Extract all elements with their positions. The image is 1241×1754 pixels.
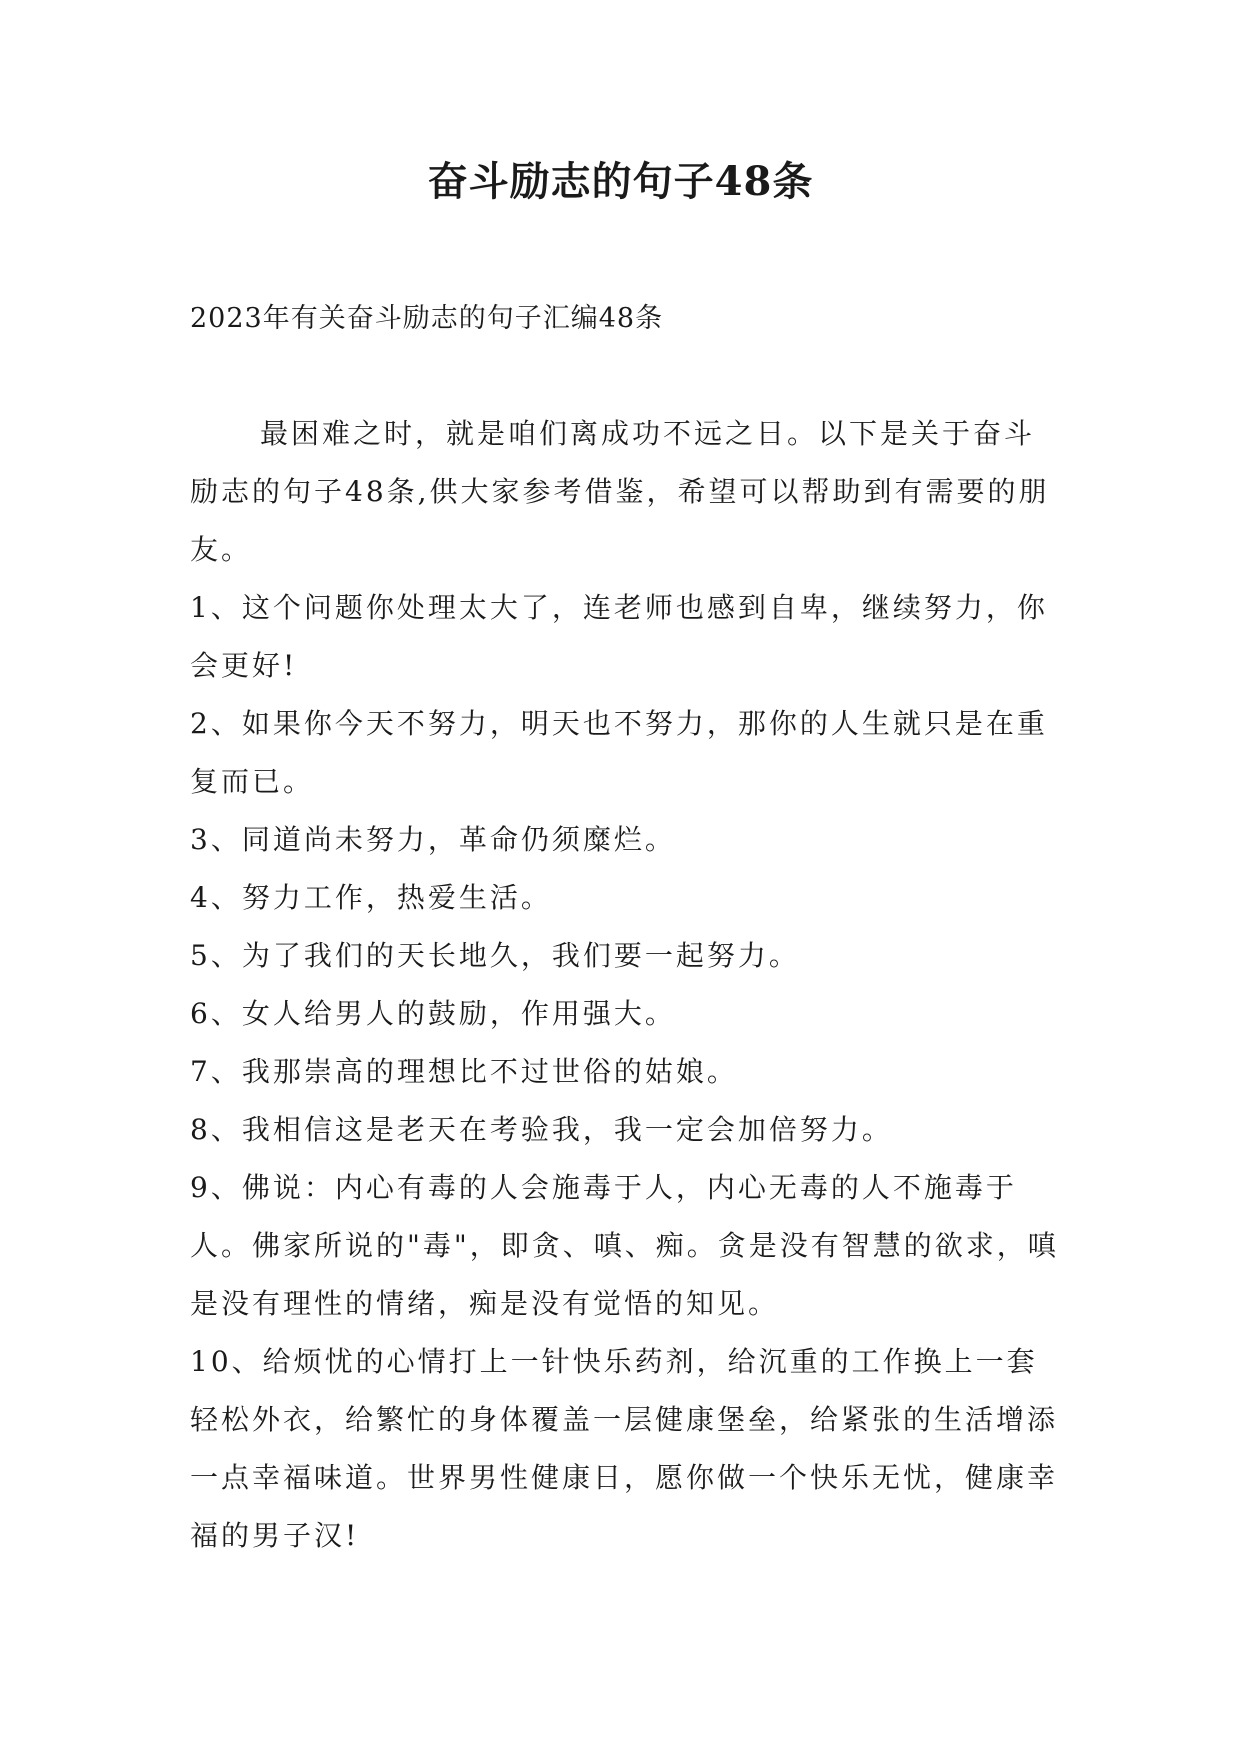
list-item: 3、同道尚未努力，革命仍须糜烂。 <box>190 823 676 856</box>
document-title: 奋斗励志的句子48条 <box>427 158 814 205</box>
list-item: 10、给烦忧的心情打上一针快乐药剂，给沉重的工作换上一套轻松外衣，给繁忙的身体覆盖一层健康堡垒，给紧张的生活增添一点幸福味道。世界男性健康日，愿你做一个快乐无忧，健康幸福的男子汉! <box>190 1345 1059 1552</box>
list-item: 7、我那崇高的理想比不过世俗的姑娘。 <box>190 1055 738 1088</box>
list-item: 4、努力工作，热爱生活。 <box>190 881 552 914</box>
list-item: 6、女人给男人的鼓励，作用强大。 <box>190 997 676 1030</box>
list-item: 8、我相信这是老天在考验我，我一定会加倍努力。 <box>190 1113 893 1146</box>
list-item: 1、这个问题你处理太大了，连老师也感到自卑，继续努力，你会更好! <box>190 591 1048 682</box>
document-subtitle: 2023年有关奋斗励志的句子汇编48条 <box>190 303 664 334</box>
document-body <box>190 405 1060 1565</box>
list-item: 5、为了我们的天长地久，我们要一起努力。 <box>190 939 800 972</box>
list-item: 9、佛说：内心有毒的人会施毒于人，内心无毒的人不施毒于人。佛家所说的"毒"，即贪、嗔、痴。贪是没有智慧的欲求，嗔是没有理性的情绪，痴是没有觉悟的知见。 <box>190 1171 1059 1320</box>
list-item: 2、如果你今天不努力，明天也不努力，那你的人生就只是在重复而已。 <box>190 707 1048 798</box>
intro-paragraph: 最困难之时，就是咱们离成功不远之日。以下是关于奋斗励志的句子48条,供大家参考借鉴，希望可以帮助到有需要的朋友。 <box>190 417 1050 566</box>
